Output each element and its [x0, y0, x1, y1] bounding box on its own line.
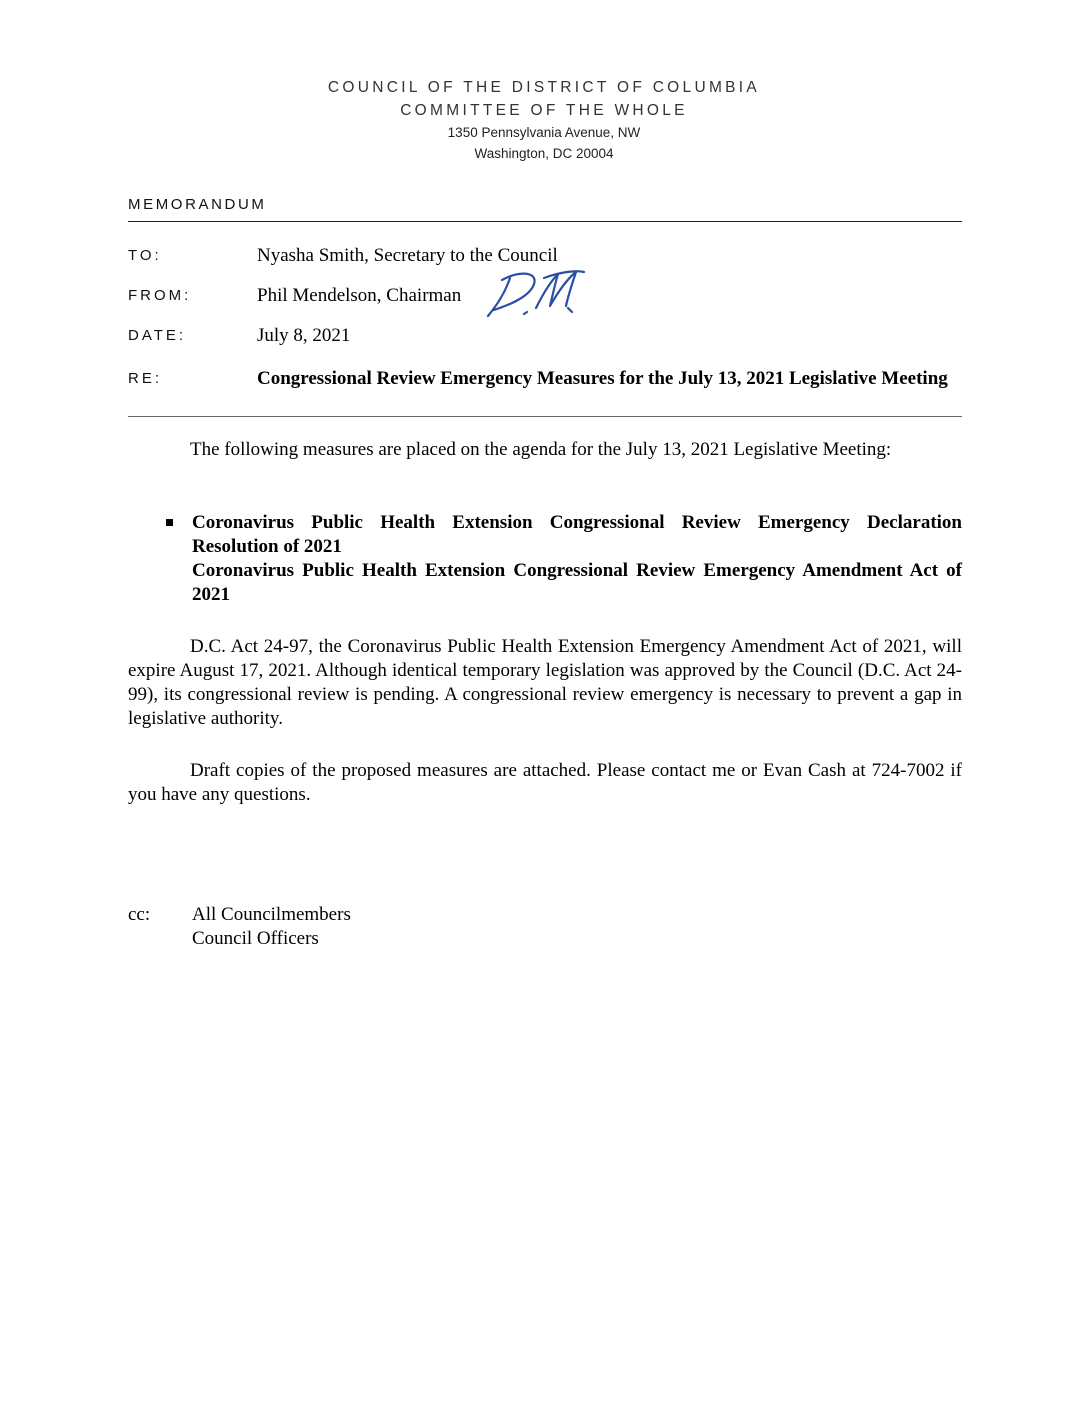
address-street: 1350 Pennsylvania Avenue, NW: [447, 125, 641, 140]
intro-paragraph: The following measures are placed on the agenda for the July 13, 2021 Legislative Meeting:: [190, 439, 892, 460]
expiry-paragraph: D.C. Act 24-97, the Coronavirus Public Health Extension Emergency Amendment Act of 2021, will expire August 17, 2021. Although identical temporary legislation was approved by the Council (D.C. Act 24-99), its congressional review is pending. A congressional review emergency is necessary to prevent a gap in legislative authority.: [128, 636, 962, 729]
date-label: DATE:: [128, 327, 187, 344]
header-divider-bottom: [128, 416, 962, 417]
organization-name: COUNCIL OF THE DISTRICT OF COLUMBIA: [327, 79, 761, 96]
signature-icon: [480, 266, 590, 320]
date-value: July 8, 2021: [257, 325, 351, 346]
to-value: Nyasha Smith, Secretary to the Council: [257, 245, 558, 266]
cc-recipient-2: Council Officers: [192, 928, 319, 949]
from-label: FROM:: [128, 287, 192, 304]
re-label: RE:: [128, 370, 163, 387]
memorandum-label: MEMORANDUM: [128, 196, 267, 213]
cc-recipients: [192, 903, 351, 951]
bullet-square-icon: [166, 519, 173, 526]
measure-item-2: Coronavirus Public Health Extension Congressional Review Emergency Amendment Act of 2021: [192, 560, 962, 605]
re-value: Congressional Review Emergency Measures for the July 13, 2021 Legislative Meeting: [257, 368, 948, 389]
measure-list: [192, 511, 962, 607]
measure-item-1: Coronavirus Public Health Extension Congressional Review Emergency Declaration Resolution of 2021: [192, 512, 962, 557]
cc-recipient-1: All Councilmembers: [192, 904, 351, 925]
cc-label: cc:: [128, 904, 151, 925]
to-label: TO:: [128, 247, 162, 264]
letterhead: [0, 76, 1088, 164]
contact-paragraph: Draft copies of the proposed measures are attached. Please contact me or Evan Cash at 724-7002 if you have any questions.: [128, 760, 962, 805]
address-city: Washington, DC 20004: [474, 146, 614, 161]
header-divider-top: [128, 221, 962, 222]
from-value: Phil Mendelson, Chairman: [257, 285, 462, 306]
committee-name: COMMITTEE OF THE WHOLE: [400, 102, 688, 119]
